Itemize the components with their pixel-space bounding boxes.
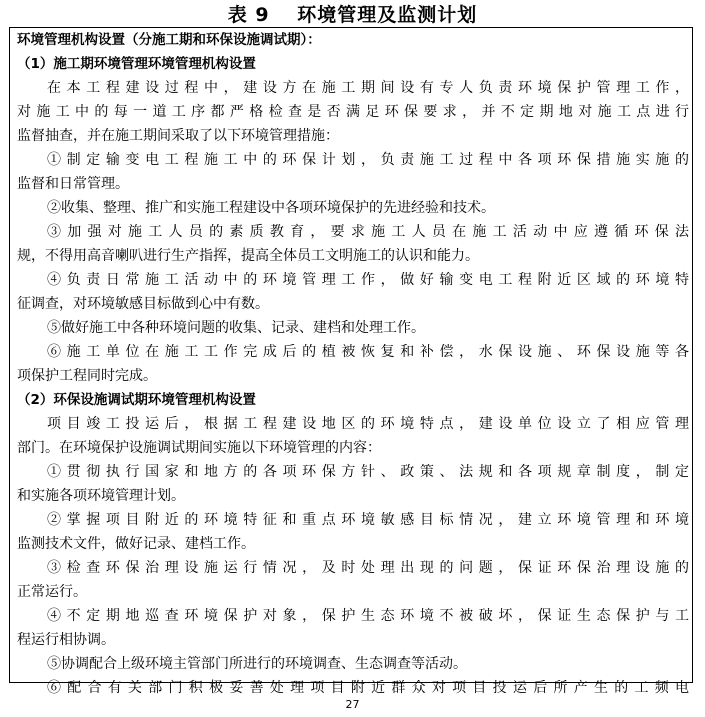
list-item-line: ⑥施工单位在施工工作完成后的植被恢复和补偿，水保设施、环保设施等各 [47,344,689,360]
list-item-line: 项保护工程同时完成。 [17,368,157,384]
list-item-line: ⑥配合有关部门积极妥善处理项目附近群众对项目投运后所产生的工频电 [47,680,689,696]
list-item-line: ①贯彻执行国家和地方的各项环保方针、政策、法规和各项规章制度，制定 [47,464,689,480]
list-item-line: ①制定输变电工程施工中的环保计划，负责施工过程中各项环保措施实施的 [47,152,689,168]
table-header: 环境管理机构设置（分施工期和环保设施调试期）： [17,32,321,48]
list-item-line: 征调查，对环境敏感目标做到心中有数。 [17,296,269,312]
list-item-line: 规，不得用高音喇叭进行生产指挥，提高全体员工文明施工的认识和能力。 [17,248,479,264]
list-item-line: ④负责日常施工活动中的环境管理工作，做好输变电工程附近区域的环境特 [47,272,689,288]
list-item-line: ③检查环保治理设施运行情况，及时处理出现的问题，保证环保治理设施的 [47,560,689,576]
section1-heading: （1）施工期环境管理环境管理机构设置 [17,56,256,72]
paragraph-line: 对施工中的每一道工序都严格检查是否满足环保要求，并不定期地对施工点进行 [17,104,689,120]
list-item-line: ③加强对施工人员的素质教育，要求施工人员在施工活动中应遵循环保法 [47,224,689,240]
paragraph-line: 在本工程建设过程中，建设方在施工期间设有专人负责环境保护管理工作， [47,80,689,96]
list-item-line: 监督和日常管理。 [17,176,129,192]
paragraph-line: 监督抽查，并在施工期间采取了以下环境管理措施： [17,128,339,144]
list-item-line: ⑤协调配合上级环境主管部门所进行的环境调查、生态调查等活动。 [47,656,467,672]
list-item-line: ②收集、整理、推广和实施工程建设中各项环境保护的先进经验和技术。 [47,200,495,216]
page-number: 27 [345,698,360,711]
section2-heading: （2）环保设施调试期环境管理机构设置 [17,392,256,408]
list-item-line: ②掌握项目附近的环境特征和重点环境敏感目标情况，建立环境管理和环境 [47,512,689,528]
list-item-line: ④不定期地巡查环境保护对象，保护生态环境不被破坏，保证生态保护与工 [47,608,689,624]
list-item-line: 程运行相协调。 [17,632,115,648]
content-table [9,27,693,696]
paragraph-line: 项目竣工投运后，根据工程建设地区的环境特点，建设单位设立了相应管理 [47,416,689,432]
list-item-line: ⑤做好施工中各种环境问题的收集、记录、建档和处理工作。 [47,320,425,336]
paragraph-line: 部门。在环境保护设施调试期间实施以下环境管理的内容： [17,440,381,456]
list-item-line: 正常运行。 [17,584,87,600]
page-title: 表 9 环境管理及监测计划 [227,4,478,26]
list-item-line: 和实施各项环境管理计划。 [17,488,185,504]
list-item-line: 监测技术文件，做好记录、建档工作。 [17,536,255,552]
